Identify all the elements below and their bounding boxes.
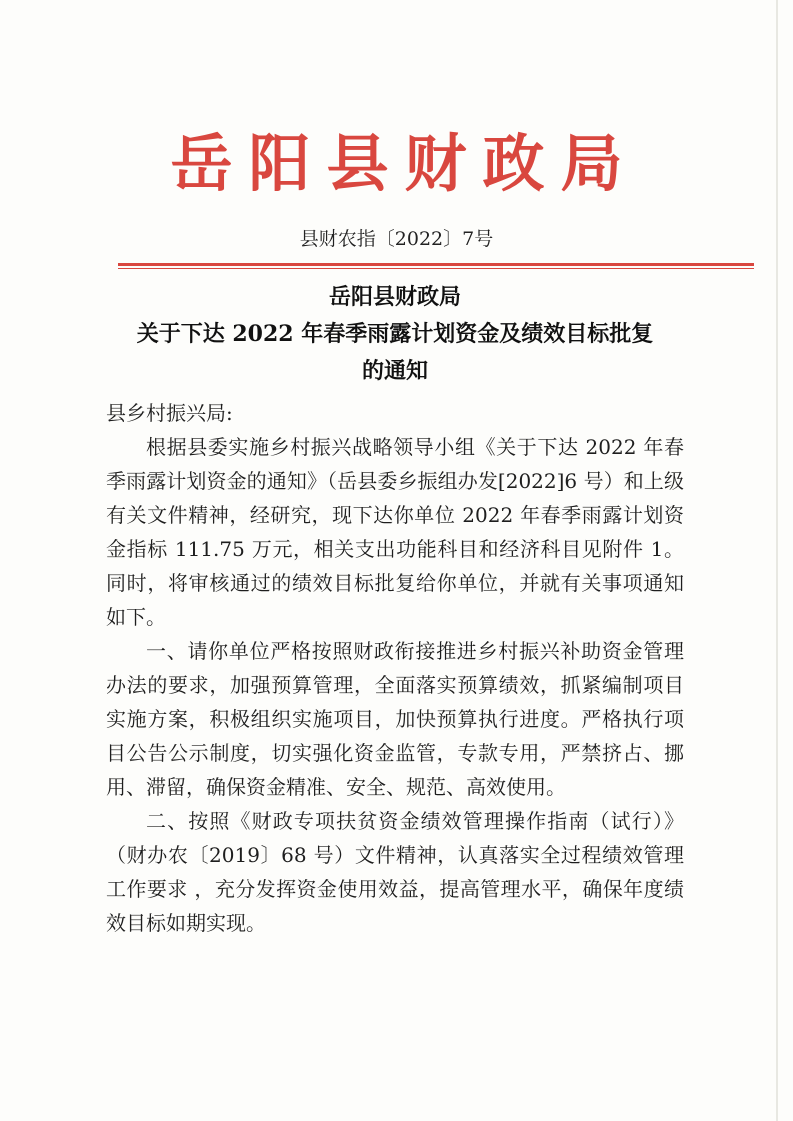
letterhead-title: 岳阳县财政局 (170, 127, 639, 200)
paragraph-item-two: 二、按照《财政专项扶贫资金绩效管理操作指南（试行）》（财办农〔2019〕68 号）文件精神，认真落实全过程绩效管理工作要求 ，充分发挥资金使用效益，提高管理水平，确保年度绩效目标如期实现。 (106, 809, 684, 935)
title-subject: 关于下达 2022 年春季雨露计划资金及绩效目标批复 (136, 321, 654, 347)
salutation: 县乡村振兴局: (106, 401, 233, 425)
paragraph-item-one: 一、请你单位严格按照财政衔接推进乡村振兴补助资金管理办法的要求，加强预算管理，全面落实预算绩效，抓紧编制项目实施方案，积极组织实施项目，加快预算执行进度。严格执行项目公告公示制度，切实强化资金监管，专款专用，严禁挤占、挪用、滞留，确保资金精准、安全、规范、高效使用。 (106, 639, 684, 799)
title-subject-end: 的通知 (361, 358, 428, 384)
red-divider-thin (118, 268, 754, 269)
notice-body (106, 396, 684, 940)
red-divider-thick (118, 263, 754, 266)
paragraph-intro: 根据县委实施乡村振兴战略领导小组《关于下达 2022 年春季雨露计划资金的通知》（岳县委乡振组办发[2022]6 号）和上级有关文件精神，经研究，现下达你单位 2022 年春季雨露计划资金指标 111.75 万元，相关支出功能科目和经济科目见附件 1。同时，将审核通过的绩效目标批复给你单位，并就有关事项通知如下。 (106, 435, 684, 629)
notice-title (110, 279, 680, 390)
page-edge-shadow (776, 0, 778, 1121)
title-issuer: 岳阳县财政局 (328, 284, 461, 310)
document-number: 县财农指〔2022〕7号 (299, 228, 494, 250)
